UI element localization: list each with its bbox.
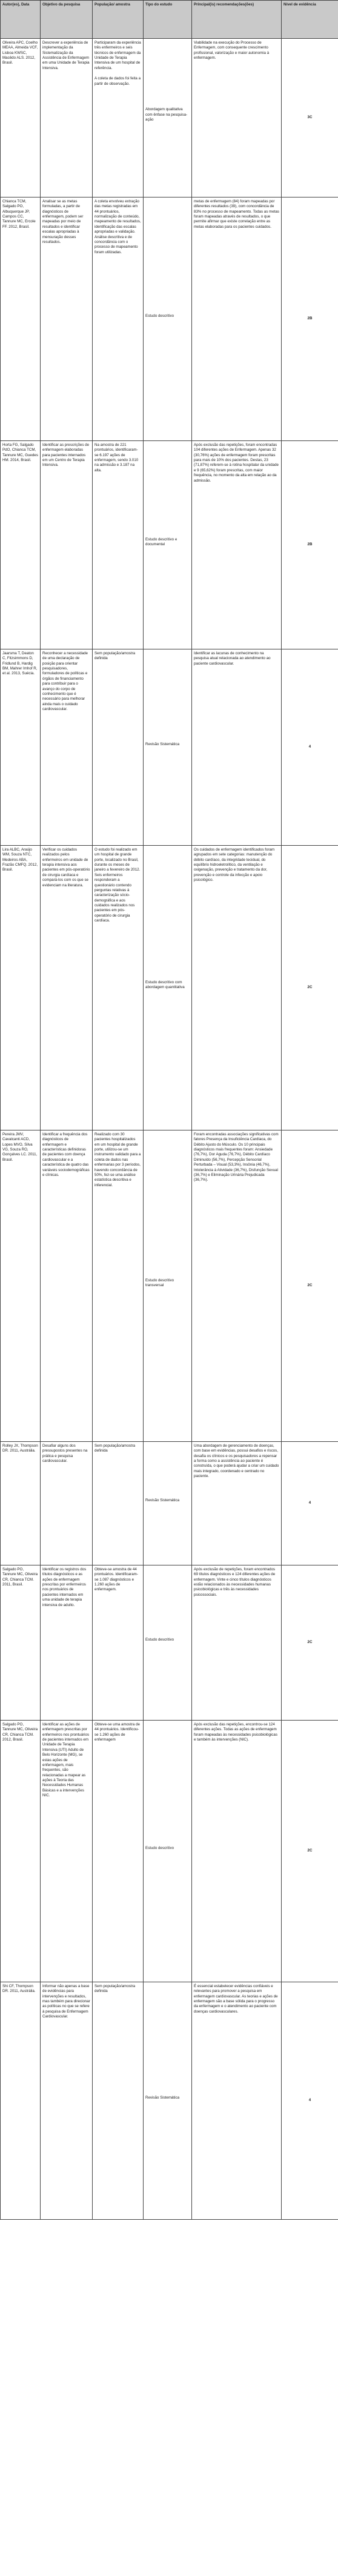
author-cell-text: Lira ALBC, Araújo WM, Souza NTC, Medeiros ABA, Frazão CMFQ. 2012, Brasil. <box>2 848 38 872</box>
level-cell: 2C <box>282 1130 338 1442</box>
objective-cell <box>41 1130 93 1442</box>
objective-cell-text: Verificar os cuidados realizados pelos enfermeiros em unidade de terapia intensiva aos pacientes em pós-operatório de cirurgia cardíaca e compará-los com os que se evidenciam na literatura. <box>42 848 90 888</box>
population-cell-text: Sem população/amostra definida <box>94 651 136 661</box>
objective-cell-text: Reconhecer a necessidade de uma declaração de posição para orientar pesquisadores, formuladores de políticas e órgãos de financiamento para contribuir para o avanço do corpo de conhecimento que é necessário para melhorar ainda mais o cuidado cardiovascular. <box>42 651 88 711</box>
type-cell-text: Abordagem qualitativa com ênfase na pesquisa-ação <box>145 107 188 122</box>
author-cell-text: Chianca TCM, Salgado PO, Albuquerque JP, Campos CC, Tannure MC, Ercole FF. 2012, Brasil. <box>2 199 36 229</box>
population-cell <box>93 441 144 649</box>
author-cell-text: Salgado PO, Tannure MC, Oliveira CR, Chianca TCM. 2012, Brasil. <box>2 1722 38 1742</box>
recommendation-cell-text: Identificar as lacunas de conhecimento na pesquisa atual relacionada ao atendimento ao paciente cardiovascular. <box>194 651 271 666</box>
recommendation-cell-text: Após exclusão de repetições, foram encontrados 69 títulos diagnósticos e 124 diferentes ações de enfermagem. Vinte e cinco títulos diagnósticos estão relacionados às necessidades humanas psicobiológicas e três às necessidades psicossociais. <box>194 1567 276 1597</box>
objective-cell <box>41 441 93 649</box>
author-cell-text: Jaarsma T, Deaton C, Fitzsimmons D, Fridlund B, Hardig BM, Mahrer Imhof R, et al. 2013, Suécia. <box>2 651 38 676</box>
level-cell: 2C <box>282 1721 338 1982</box>
recommendation-cell-text: Os cuidados de enfermagem identificados foram agrupados em sete categorias: manutenção do débito cardíaco, da integridade tecidual, do equilíbrio hidroeletrolítico, da ventilação e oxigenação, prevenção e tratamento da dor, prevenção e controle da infecção e apoio psicológico. <box>194 848 275 883</box>
objective-cell-text: Descrever a experiência de implementação da Sistematização da Assistência de Enfermagem em uma Unidade de Terapia Intensiva. <box>42 41 90 70</box>
population-cell <box>93 39 144 198</box>
header-objective: Objetivo da pesquisa <box>41 1 93 39</box>
author-cell <box>1 39 41 198</box>
type-cell <box>144 649 192 846</box>
recommendation-cell <box>192 198 282 441</box>
level-cell: 3C <box>282 39 338 198</box>
population-cell-text: Realizado com 30 pacientes hospitalizados em um hospital de grande porte, utilizou-se um instrumento validado para a coleta de dados nas enfermarias por 3 períodos, havendo concordância de 50%, fez-se uma análise estatística descritiva e inferencial. <box>94 1132 141 1187</box>
objective-cell-text: Analisar se as metas formuladas, a partir de diagnósticos de enfermagem, podem ser mapeadas por meio de resultados e identificar escalas apropriadas à mensuração desses resultados. <box>42 199 84 244</box>
recommendation-cell-text: É essencial estabelecer evidências confiáveis e relevantes para promover a pesquisa em enfermagem cardiovascular. As teorias e ações de enfermagem são a base sólida para o progresso da enfermagem e o atendimento ao paciente com doenças cardiovasculares. <box>194 1984 278 2014</box>
objective-cell-text: Identificar os registros dos títulos diagnósticos e as ações de enfermagem prescritas por enfermeiros nos prontuários de pacientes internados em uma unidade de terapia intensiva de adulto. <box>42 1567 87 1607</box>
population-cell-text: Obteve-se uma amostra de 44 prontuários. Identificou-se 1.260 ações de enfermagem <box>94 1722 140 1742</box>
objective-cell <box>41 1442 93 1565</box>
author-cell-text: Pereira JMV, Cavalcanti ACD, Lopes MVO, Silva VG, Souza RO, Gonçalves LC. 2011, Brasil. <box>2 1132 38 1162</box>
population-cell <box>93 198 144 441</box>
type-cell-text: Revisão Sistemática <box>145 742 180 746</box>
objective-cell <box>41 39 93 198</box>
recommendation-cell-text: Uma abordagem de gerenciamento de doenças, com base em evidências, possui desafios e riscos, desafia os clínicos e os pesquisadores a repensar a forma como a assistência ao paciente é construída, o que poderá ajudar a criar um cuidado mais integrado, coordenado e centrado no paciente. <box>194 1444 279 1479</box>
author-cell <box>1 1130 41 1442</box>
recommendation-cell-text: metas de enfermagem (84) foram mapeadas por diferentes resultados (39), com concordância de 83% no processo de mapeamento. Todas as metas foram mapeadas através de resultados, o que permite afirmar que existe correlação entre as metas elaboradas para os pacientes cuidados. <box>194 199 279 229</box>
table-row <box>1 1982 338 2220</box>
table-row <box>1 649 338 846</box>
table-row <box>1 1442 338 1565</box>
author-cell-text: Salgado PO, Tannure MC, Oliveira CR, Chianca TCM. 2011, Brasil. <box>2 1567 38 1587</box>
population-cell <box>93 846 144 1130</box>
recommendation-cell <box>192 1565 282 1721</box>
objective-cell <box>41 1982 93 2220</box>
author-cell-text: Horta FG, Salgado PdO, Chianca TCM, Tannure MC, Guedes HM. 2014, Brasil. <box>2 443 38 463</box>
type-cell <box>144 198 192 441</box>
recommendation-cell-text: Viabilidade na execução do Processo de Enfermagem, com consequente crescimento profissional, valorização e maior autonomia à enfermagem. <box>194 41 270 61</box>
population-cell <box>93 1565 144 1721</box>
header-population: População/ amostra <box>93 1 144 39</box>
type-cell-text: Estudo descritivo transversal <box>145 1278 174 1287</box>
type-cell-text: Revisão Sistemática <box>145 1498 180 1502</box>
author-cell <box>1 198 41 441</box>
level-cell: 2B <box>282 441 338 649</box>
author-cell <box>1 1565 41 1721</box>
table-row <box>1 1130 338 1442</box>
objective-cell-text: Identificar a frequência dos diagnósticos de enfermagem e características definidoras de pacientes com doença cardiovascular e a característica de quatro das variáveis sociodemográficas e clínicas. <box>42 1132 90 1177</box>
header-type: Tipo do estudo <box>144 1 192 39</box>
recommendation-cell <box>192 846 282 1130</box>
objective-cell-text: Informar não apenas a base de evidências para intervenções e resultados, mas também para direcionar as políticas no que se refere à pesquisa de Enfermagem Cardiovascular. <box>42 1984 90 2019</box>
objective-cell <box>41 846 93 1130</box>
author-cell <box>1 846 41 1130</box>
type-cell <box>144 846 192 1130</box>
author-cell <box>1 1442 41 1565</box>
recommendation-cell <box>192 649 282 846</box>
recommendation-cell <box>192 39 282 198</box>
population-cell-text: Sem população/amostra definida <box>94 1984 136 1994</box>
author-cell-text: Rolley JX, Thompson DR. 2011, Austrália. <box>2 1444 38 1453</box>
table-row <box>1 441 338 649</box>
objective-cell <box>41 1565 93 1721</box>
population-cell <box>93 1130 144 1442</box>
level-cell: 2C <box>282 846 338 1130</box>
recommendation-cell <box>192 1130 282 1442</box>
recommendation-cell-text: Foram encontradas associações significativas com fatores Presença da Insuficiência Cardíaca, do Débito Ajusto do Músculo. Os 10 principais diagnósticos mais frequentes foram: Ansiedade (76,7%), Dor Aguda (76,7%), Débito Cardíaco Diminuído (56,7%), Percepção Sensorial Perturbada – Visual (53,3%), Insônia (46,7%), Intolerância à Atividade (36,7%), Disfunção Sexual (36,7%) e Eliminação Urinária Prejudicada (36,7%). <box>194 1132 279 1183</box>
population-cell-text: Participaram da experiência três enfermeiros e seis técnicos de enfermagem da Unidade de Terapia Intensiva de um hospital de referência. <box>94 41 141 70</box>
objective-cell <box>41 1721 93 1982</box>
population-cell-text: Obteve-se amostra de 44 prontuários. Identificaram-se 1.087 diagnósticos e 1.260 ações de enfermagem. <box>94 1567 138 1592</box>
type-cell <box>144 1565 192 1721</box>
type-cell-text: Estudo descritivo <box>145 1845 174 1850</box>
author-cell <box>1 1982 41 2220</box>
header-recommendation: Principal(is) recomendações(ões) <box>192 1 282 39</box>
type-cell <box>144 1721 192 1982</box>
population-cell <box>93 1721 144 1982</box>
objective-cell-text: Identificar as ações de enfermagem prescritas por enfermeiros nos prontuários de pacientes internados em Unidade de Terapia Intensiva (UTI) Adulto de Belo Horizonte (MG), se estas ações de enfermagem, mais frequentes, são relacionadas a mapear as ações à Teoria das Necessidades Humanas Básicas e a intervenções NIC. <box>42 1722 90 1798</box>
header-row <box>1 1 338 39</box>
type-cell <box>144 441 192 649</box>
population-cell <box>93 1442 144 1565</box>
population-cell-text: Na amostra de 221 prontuários, identificaram-se 6.197 ações de enfermagem, sendo 3.010 na admissão e 3.187 na alta. <box>94 443 139 473</box>
table-row <box>1 1565 338 1721</box>
type-cell <box>144 1442 192 1565</box>
author-cell-text: Shi CF, Thompson DR. 2011, Austrália. <box>2 1984 36 1994</box>
recommendation-cell-text: Após exclusão das repetições, encontrou-se 124 diferentes ações. Todas as ações de enfermagem foram mapeadas às necessidades psicobiológicas e também às intervenções (NIC). <box>194 1722 277 1742</box>
population-cell <box>93 649 144 846</box>
objective-cell <box>41 649 93 846</box>
level-cell: 4 <box>282 649 338 846</box>
table-row <box>1 198 338 441</box>
type-cell-text: Estudo descritivo e documental <box>145 537 177 546</box>
author-cell <box>1 441 41 649</box>
table-row <box>1 846 338 1130</box>
population-cell-text: Sem população/amostra definida <box>94 1444 136 1453</box>
recommendation-cell <box>192 1442 282 1565</box>
recommendation-cell <box>192 1721 282 1982</box>
author-cell <box>1 1721 41 1982</box>
table-row <box>1 1721 338 1982</box>
type-cell-text: Estudo descritivo <box>145 1637 174 1642</box>
author-cell <box>1 649 41 846</box>
header-author: Autor(es), Data <box>1 1 41 39</box>
type-cell <box>144 39 192 198</box>
type-cell <box>144 1130 192 1442</box>
population-cell-text: A coleta envolveu extração das metas registradas em 44 prontuários, normalização de conteúdo, mapeamento de resultados, identificação das escalas apropriadas e validação. Análise descritiva e de concordância com o processo de mapeamento foram utilizadas. <box>94 199 141 254</box>
level-cell: 4 <box>282 1982 338 2220</box>
type-cell-text: Estudo descritivo <box>145 313 174 318</box>
level-cell: 2B <box>282 198 338 441</box>
recommendation-cell <box>192 441 282 649</box>
header-level: Nível de evidência <box>282 1 338 39</box>
objective-cell-text: Identificar as prescrições de enfermagem elaboradas para pacientes internados em um Centro de Terapia Intensiva. <box>42 443 90 468</box>
objective-cell-text: Desafiar alguns dos pressupostos presentes na prática e pesquisa cardiovascular. <box>42 1444 88 1464</box>
population-cell-text: A coleta de dados foi feita a partir de observação. <box>94 76 141 86</box>
table-row <box>1 39 338 198</box>
recommendation-cell-text: Após exclusão das repetições, foram encontradas 104 diferentes ações de Enfermagem. Apenas 32 (30,76%) ações de enfermagem foram prescritas para mais de 10% dos pacientes. Destas, 23 (71,87%) referem-se à rotina hospitalar da unidade e 9 (65,62%) foram prescritas, com maior frequência, no momento da alta em relação ao da admissão. <box>194 443 279 483</box>
recommendation-cell <box>192 1982 282 2220</box>
author-cell-text: Oliveira APC, Coelho MEAA, Almeida VCF, Lisboa KWSC, Macêdo ALS. 2012, Brasil. <box>2 41 38 65</box>
population-cell <box>93 1982 144 2220</box>
objective-cell <box>41 198 93 441</box>
level-cell: 2C <box>282 1565 338 1721</box>
type-cell <box>144 1982 192 2220</box>
type-cell-text: Estudo descritivo com abordagem quantitativa <box>145 980 185 989</box>
type-cell-text: Revisão Sistemática <box>145 2095 180 2100</box>
population-cell-text: O estudo foi realizado em um hospital de grande porte, localizado no Brasil, durante os meses de janeiro a fevereiro de 2012. Seis enfermeiros responderam a questionário contendo perguntas relativas à caracterização sócio-demográfica e aos cuidados realizados nos pacientes em pós-operatório de cirurgia cardíaca. <box>94 848 141 923</box>
level-cell: 4 <box>282 1442 338 1565</box>
